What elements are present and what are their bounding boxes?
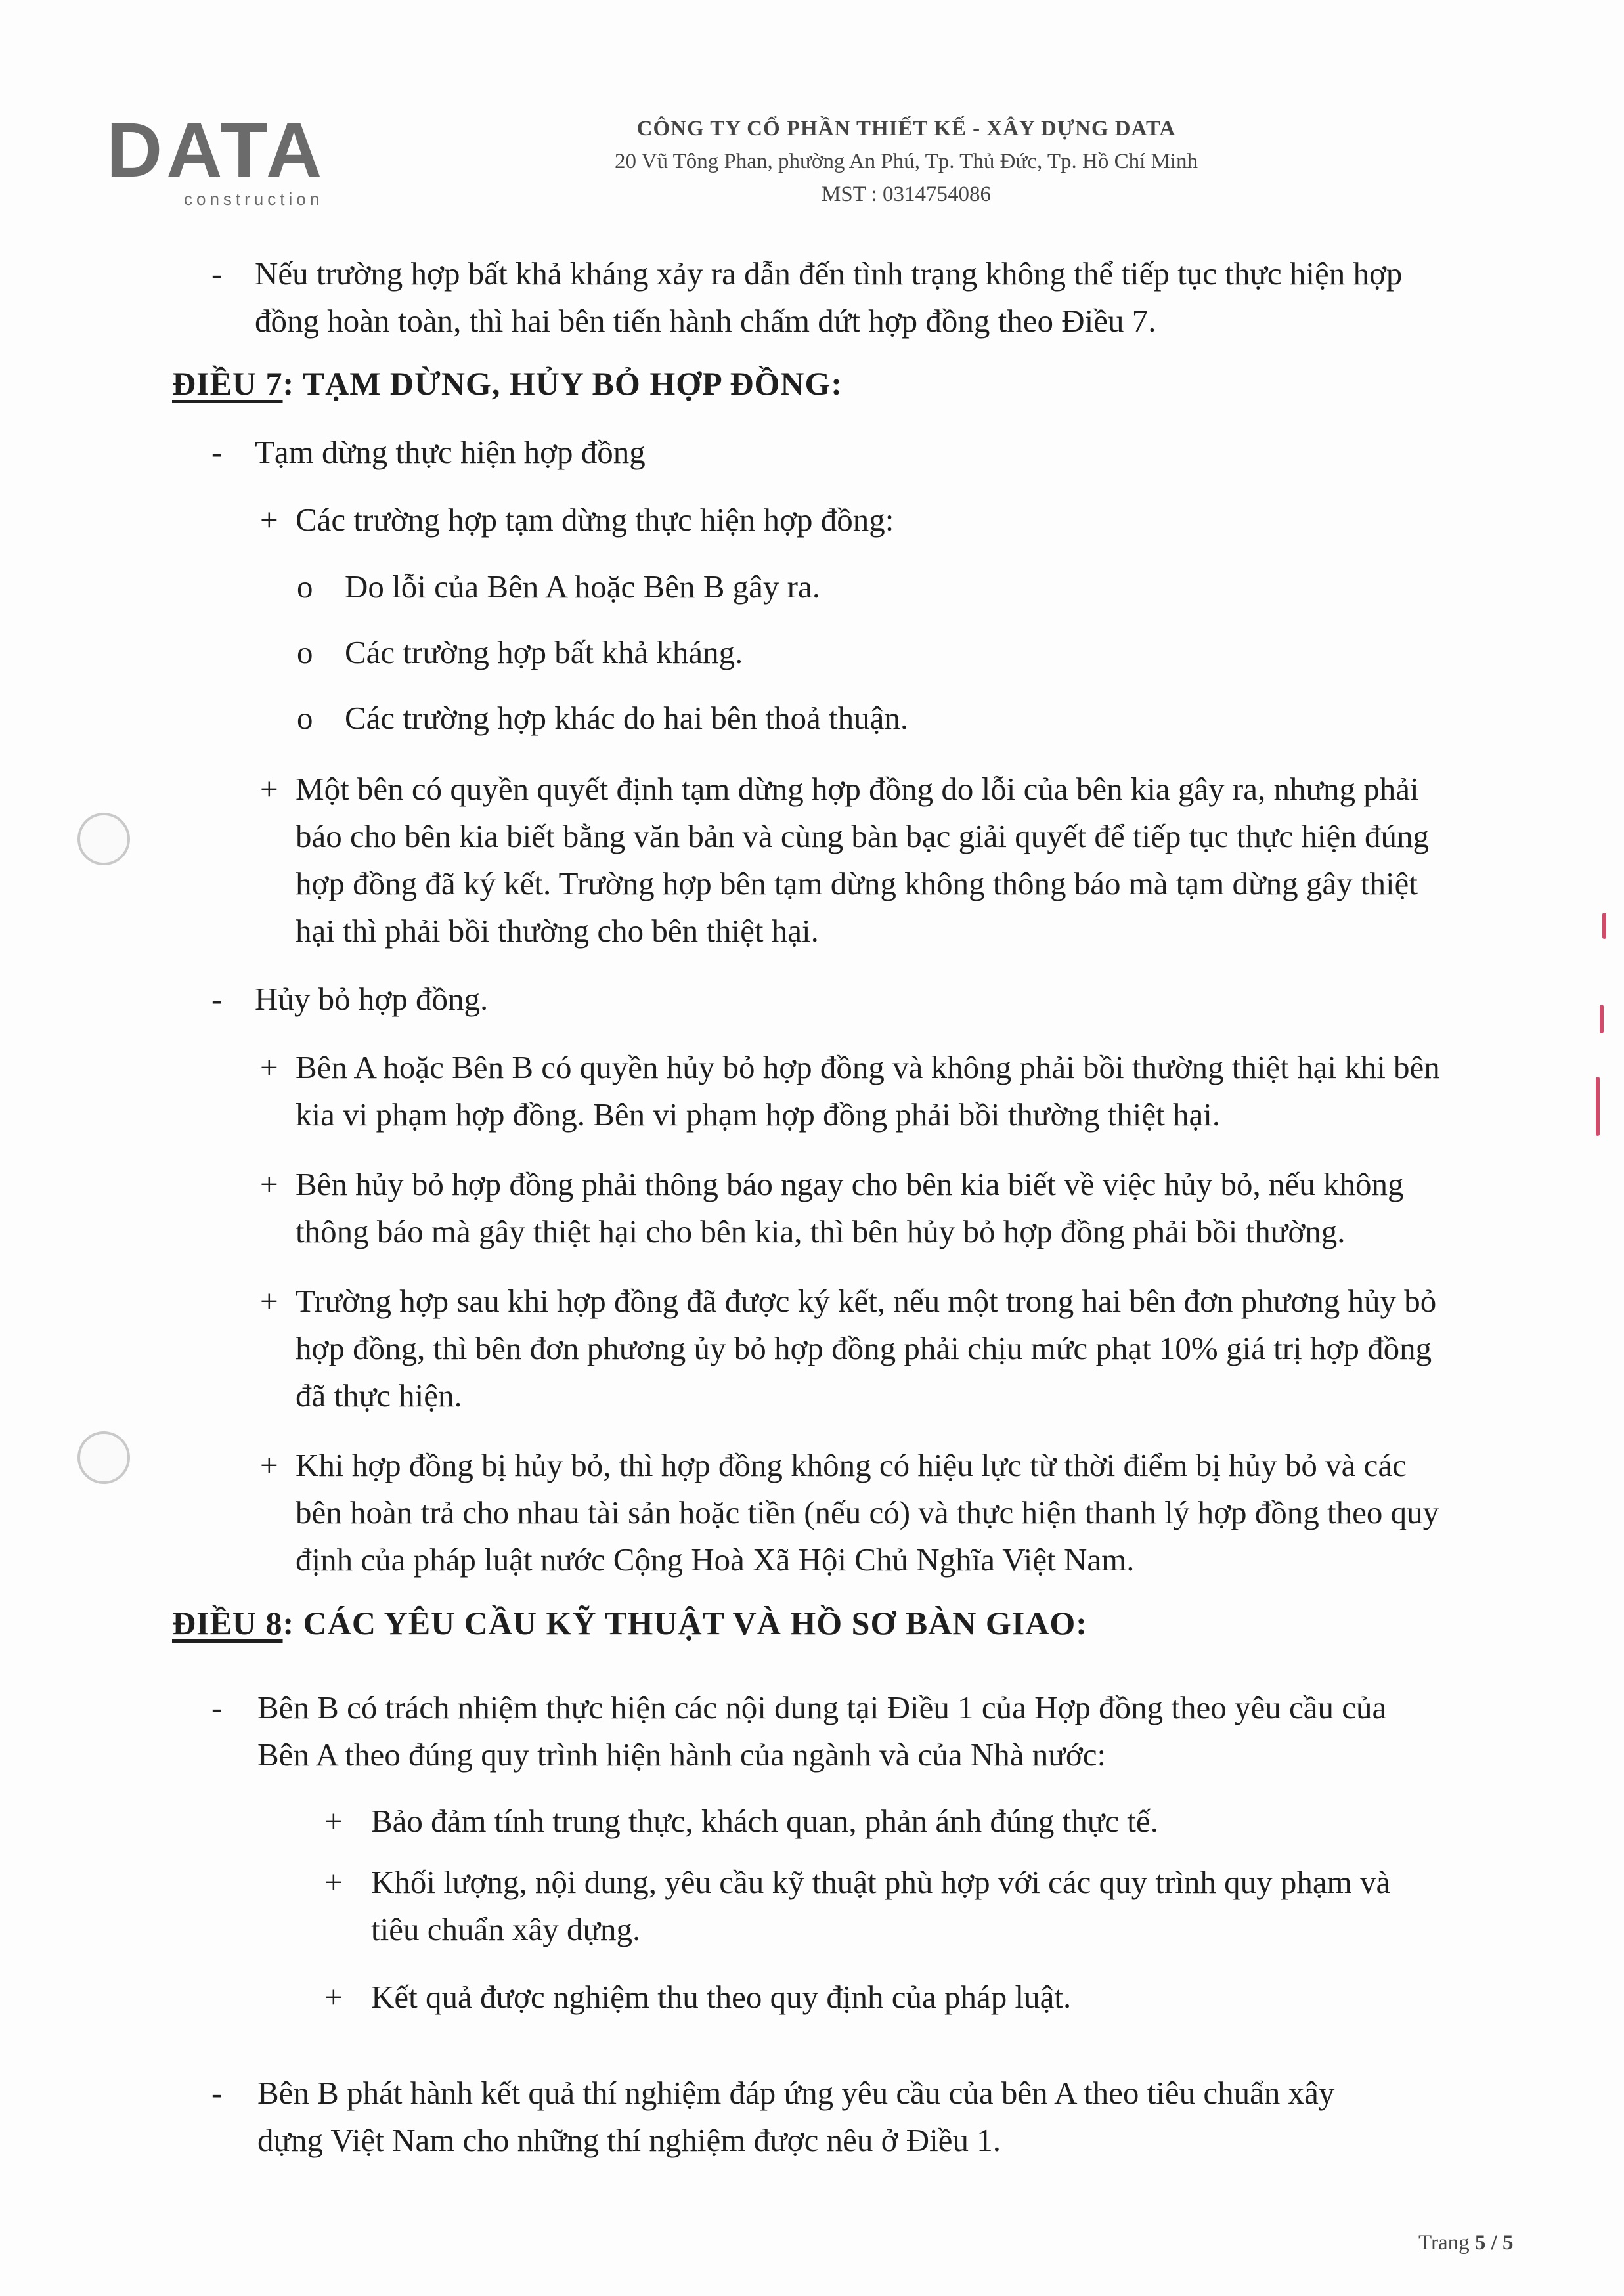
article-7-title: : TẠM DỪNG, HỦY BỎ HỢP ĐỒNG:	[282, 365, 843, 402]
d8-sub-1-line-1: Bảo đảm tính trung thực, khách quan, phản ánh đúng thực tế.	[371, 1803, 1158, 1839]
d8-item2-marker: -	[211, 2075, 223, 2111]
punch-hole-top	[77, 813, 130, 865]
cancel-item-2-marker: +	[260, 1166, 278, 1202]
d8-sub-2-line-2: tiêu chuẩn xây dựng.	[371, 1911, 641, 1947]
d8-item2-line-1: Bên B phát hành kết quả thí nghiệm đáp ứng yêu cầu của bên A theo tiêu chuẩn xây	[257, 2075, 1335, 2111]
case-1-text: Do lỗi của Bên A hoặc Bên B gây ra.	[345, 569, 820, 605]
intro-line-2: đồng hoàn toàn, thì hai bên tiến hành chấm dứt hợp đồng theo Điều 7.	[255, 303, 1156, 339]
page-number	[1418, 2231, 1514, 2255]
cases-title: Các trường hợp tạm dừng thực hiện hợp đồng:	[296, 502, 894, 538]
cancel-item-1-marker: +	[260, 1049, 278, 1085]
cancel-item-4-marker: +	[260, 1447, 278, 1483]
company-logo	[106, 107, 343, 210]
punch-hole-bottom	[77, 1431, 130, 1484]
case-1-marker: o	[297, 569, 313, 605]
right-line-1: Một bên có quyền quyết định tạm dừng hợp đồng do lỗi của bên kia gây ra, nhưng phải	[296, 771, 1419, 807]
d8-item1-line-1: Bên B có trách nhiệm thực hiện các nội dung tại Điều 1 của Hợp đồng theo yêu cầu của	[257, 1689, 1387, 1725]
cancel-item-2-line-1: Bên hủy bỏ hợp đồng phải thông báo ngay cho bên kia biết về việc hủy bỏ, nếu không	[296, 1166, 1404, 1202]
right-marker: +	[260, 771, 278, 807]
d8-sub-2-marker: +	[324, 1864, 343, 1900]
cancel-item-2-line-2: thông báo mà gây thiệt hại cho bên kia, thì bên hủy bỏ hợp đồng phải bồi thường.	[296, 1213, 1346, 1249]
intro-marker: -	[211, 255, 223, 292]
suspend-title: Tạm dừng thực hiện hợp đồng	[255, 434, 646, 470]
cancel-item-4-line-3: định của pháp luật nước Cộng Hoà Xã Hội Chủ Nghĩa Việt Nam.	[296, 1542, 1135, 1578]
cancel-item-4-line-2: bên hoàn trả cho nhau tài sản hoặc tiền (nếu có) và thực hiện thanh lý hợp đồng theo quy	[296, 1494, 1439, 1530]
case-3-marker: o	[297, 700, 313, 736]
article-8-number: ĐIỀU 8	[172, 1605, 283, 1641]
d8-sub-1-marker: +	[324, 1803, 343, 1839]
case-2-marker: o	[297, 634, 313, 670]
cancel-item-3-marker: +	[260, 1283, 278, 1319]
cancel-item-4-line-1: Khi hợp đồng bị hủy bỏ, thì hợp đồng không có hiệu lực từ thời điểm bị hủy bỏ và các	[296, 1447, 1407, 1483]
cancel-title: Hủy bỏ hợp đồng.	[255, 981, 489, 1017]
cancel-item-3-line-1: Trường hợp sau khi hợp đồng đã được ký kết, nếu một trong hai bên đơn phương hủy bỏ	[296, 1283, 1437, 1319]
logo-wordmark: DATA	[106, 107, 326, 194]
stamp-bleed-mark	[1596, 1077, 1600, 1136]
right-line-2: báo cho bên kia biết bằng văn bản và cùng bàn bạc giải quyết để tiếp tục thực hiện đúng	[296, 818, 1430, 854]
article-7-number: ĐIỀU 7	[172, 365, 283, 402]
cancel-item-3-line-3: đã thực hiện.	[296, 1377, 462, 1414]
page-number-label: Trang	[1418, 2231, 1470, 2255]
article-7-heading	[172, 364, 843, 402]
d8-item1-line-2: Bên A theo đúng quy trình hiện hành của ngành và của Nhà nước:	[257, 1737, 1107, 1773]
cancel-item-3-line-2: hợp đồng, thì bên đơn phương ủy bỏ hợp đồng phải chịu mức phạt 10% giá trị hợp đồng	[296, 1330, 1432, 1366]
d8-item1-marker: -	[211, 1689, 223, 1725]
d8-item2-line-2: dựng Việt Nam cho những thí nghiệm được nêu ở Điều 1.	[257, 2122, 1001, 2158]
suspend-marker: -	[211, 434, 223, 470]
intro-line-1: Nếu trường hợp bất khả kháng xảy ra dẫn đến tình trạng không thể tiếp tục thực hiện hợp	[255, 255, 1403, 292]
cancel-item-1-line-2: kia vi phạm hợp đồng. Bên vi phạm hợp đồng phải bồi thường thiệt hại.	[296, 1096, 1221, 1133]
d8-sub-3-line-1: Kết quả được nghiệm thu theo quy định của pháp luật.	[371, 1979, 1072, 2015]
company-address: 20 Vũ Tông Phan, phường An Phú, Tp. Thủ Đức, Tp. Hồ Chí Minh	[614, 150, 1198, 173]
article-8-title: : CÁC YÊU CẦU KỸ THUẬT VÀ HỒ SƠ BÀN GIAO:	[282, 1605, 1087, 1641]
right-line-3: hợp đồng đã ký kết. Trường hợp bên tạm dừng không thông báo mà tạm dừng gây thiệt	[296, 865, 1418, 901]
page-number-value: 5 / 5	[1474, 2231, 1514, 2255]
d8-sub-2-line-1: Khối lượng, nội dung, yêu cầu kỹ thuật phù hợp với các quy trình quy phạm và	[371, 1864, 1391, 1900]
logo-subtext: construction	[184, 189, 324, 209]
d8-sub-3-marker: +	[324, 1979, 343, 2015]
cancel-item-1-line-1: Bên A hoặc Bên B có quyền hủy bỏ hợp đồng và không phải bồi thường thiệt hại khi bên	[296, 1049, 1440, 1085]
right-line-4: hại thì phải bồi thường cho bên thiệt hại.	[296, 913, 819, 949]
article-8-heading	[172, 1604, 1087, 1642]
cancel-marker: -	[211, 981, 223, 1017]
cases-marker: +	[260, 502, 278, 538]
case-2-text: Các trường hợp bất khả kháng.	[345, 634, 743, 670]
case-3-text: Các trường hợp khác do hai bên thoả thuận.	[345, 700, 909, 736]
stamp-bleed-mark	[1602, 913, 1606, 939]
company-name: CÔNG TY CỔ PHẦN THIẾT KẾ - XÂY DỰNG DATA	[636, 117, 1176, 141]
company-tax-code: MST : 0314754086	[822, 183, 991, 206]
stamp-bleed-mark	[1600, 1005, 1604, 1033]
